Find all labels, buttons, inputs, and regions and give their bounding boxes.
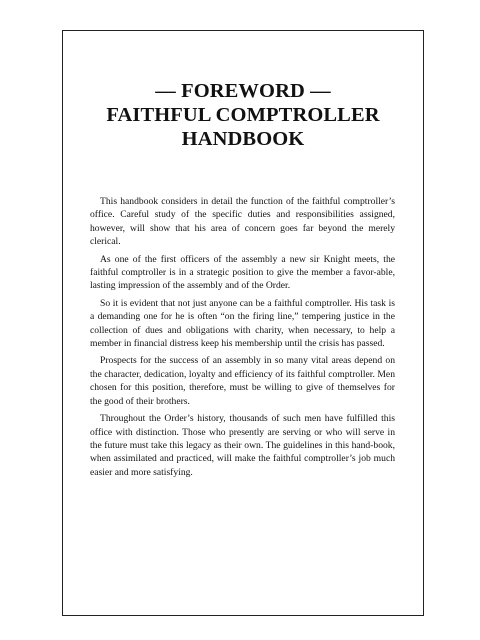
title-line-foreword: — FOREWORD — bbox=[155, 80, 331, 102]
title-line-faithful-comptroller: FAITHFUL COMPTROLLER bbox=[106, 104, 380, 126]
title-line-handbook: HANDBOOK bbox=[181, 128, 305, 150]
paragraph-history: Throughout the Order’s history, thousands of such men have fulfilled this office with distinction. Those who presently are serving or who will serve in the future must take this legacy as their own. The guidelines in this hand-book, when assimilated and practiced, will make the faithful comptroller’s job much easier and more satisfying. bbox=[90, 413, 395, 478]
paragraph-strategic-position: As one of the first officers of the assembly a new sir Knight meets, the faithful comptroller is in a strategic position to give the member a favor-able, lasting impression of the assembly and of the Order. bbox=[90, 253, 395, 292]
paragraph-prospects: Prospects for the success of an assembly in so many vital areas depend on the character, dedication, loyalty and efficiency of its faithful comptroller. Men chosen for this position, therefore, must be willing to give of themselves for the good of their brothers. bbox=[90, 355, 395, 407]
paragraph-intro: This handbook considers in detail the function of the faithful comptroller’s office. Careful study of the specific duties and responsibilities assigned, however, will show that his area of concern goes far beyond the merely clerical. bbox=[90, 196, 395, 248]
page-title bbox=[63, 79, 423, 151]
foreword-body bbox=[90, 195, 395, 483]
paragraph-demanding-task: So it is evident that not just anyone can be a faithful comptroller. His task is a demanding one for he is often “on the firing line,” tempering justice in the collection of dues and obligations with charity, when necessary, to help a member in financial distress keep his membership until the crisis has passed. bbox=[90, 297, 395, 350]
page-border bbox=[62, 30, 424, 616]
